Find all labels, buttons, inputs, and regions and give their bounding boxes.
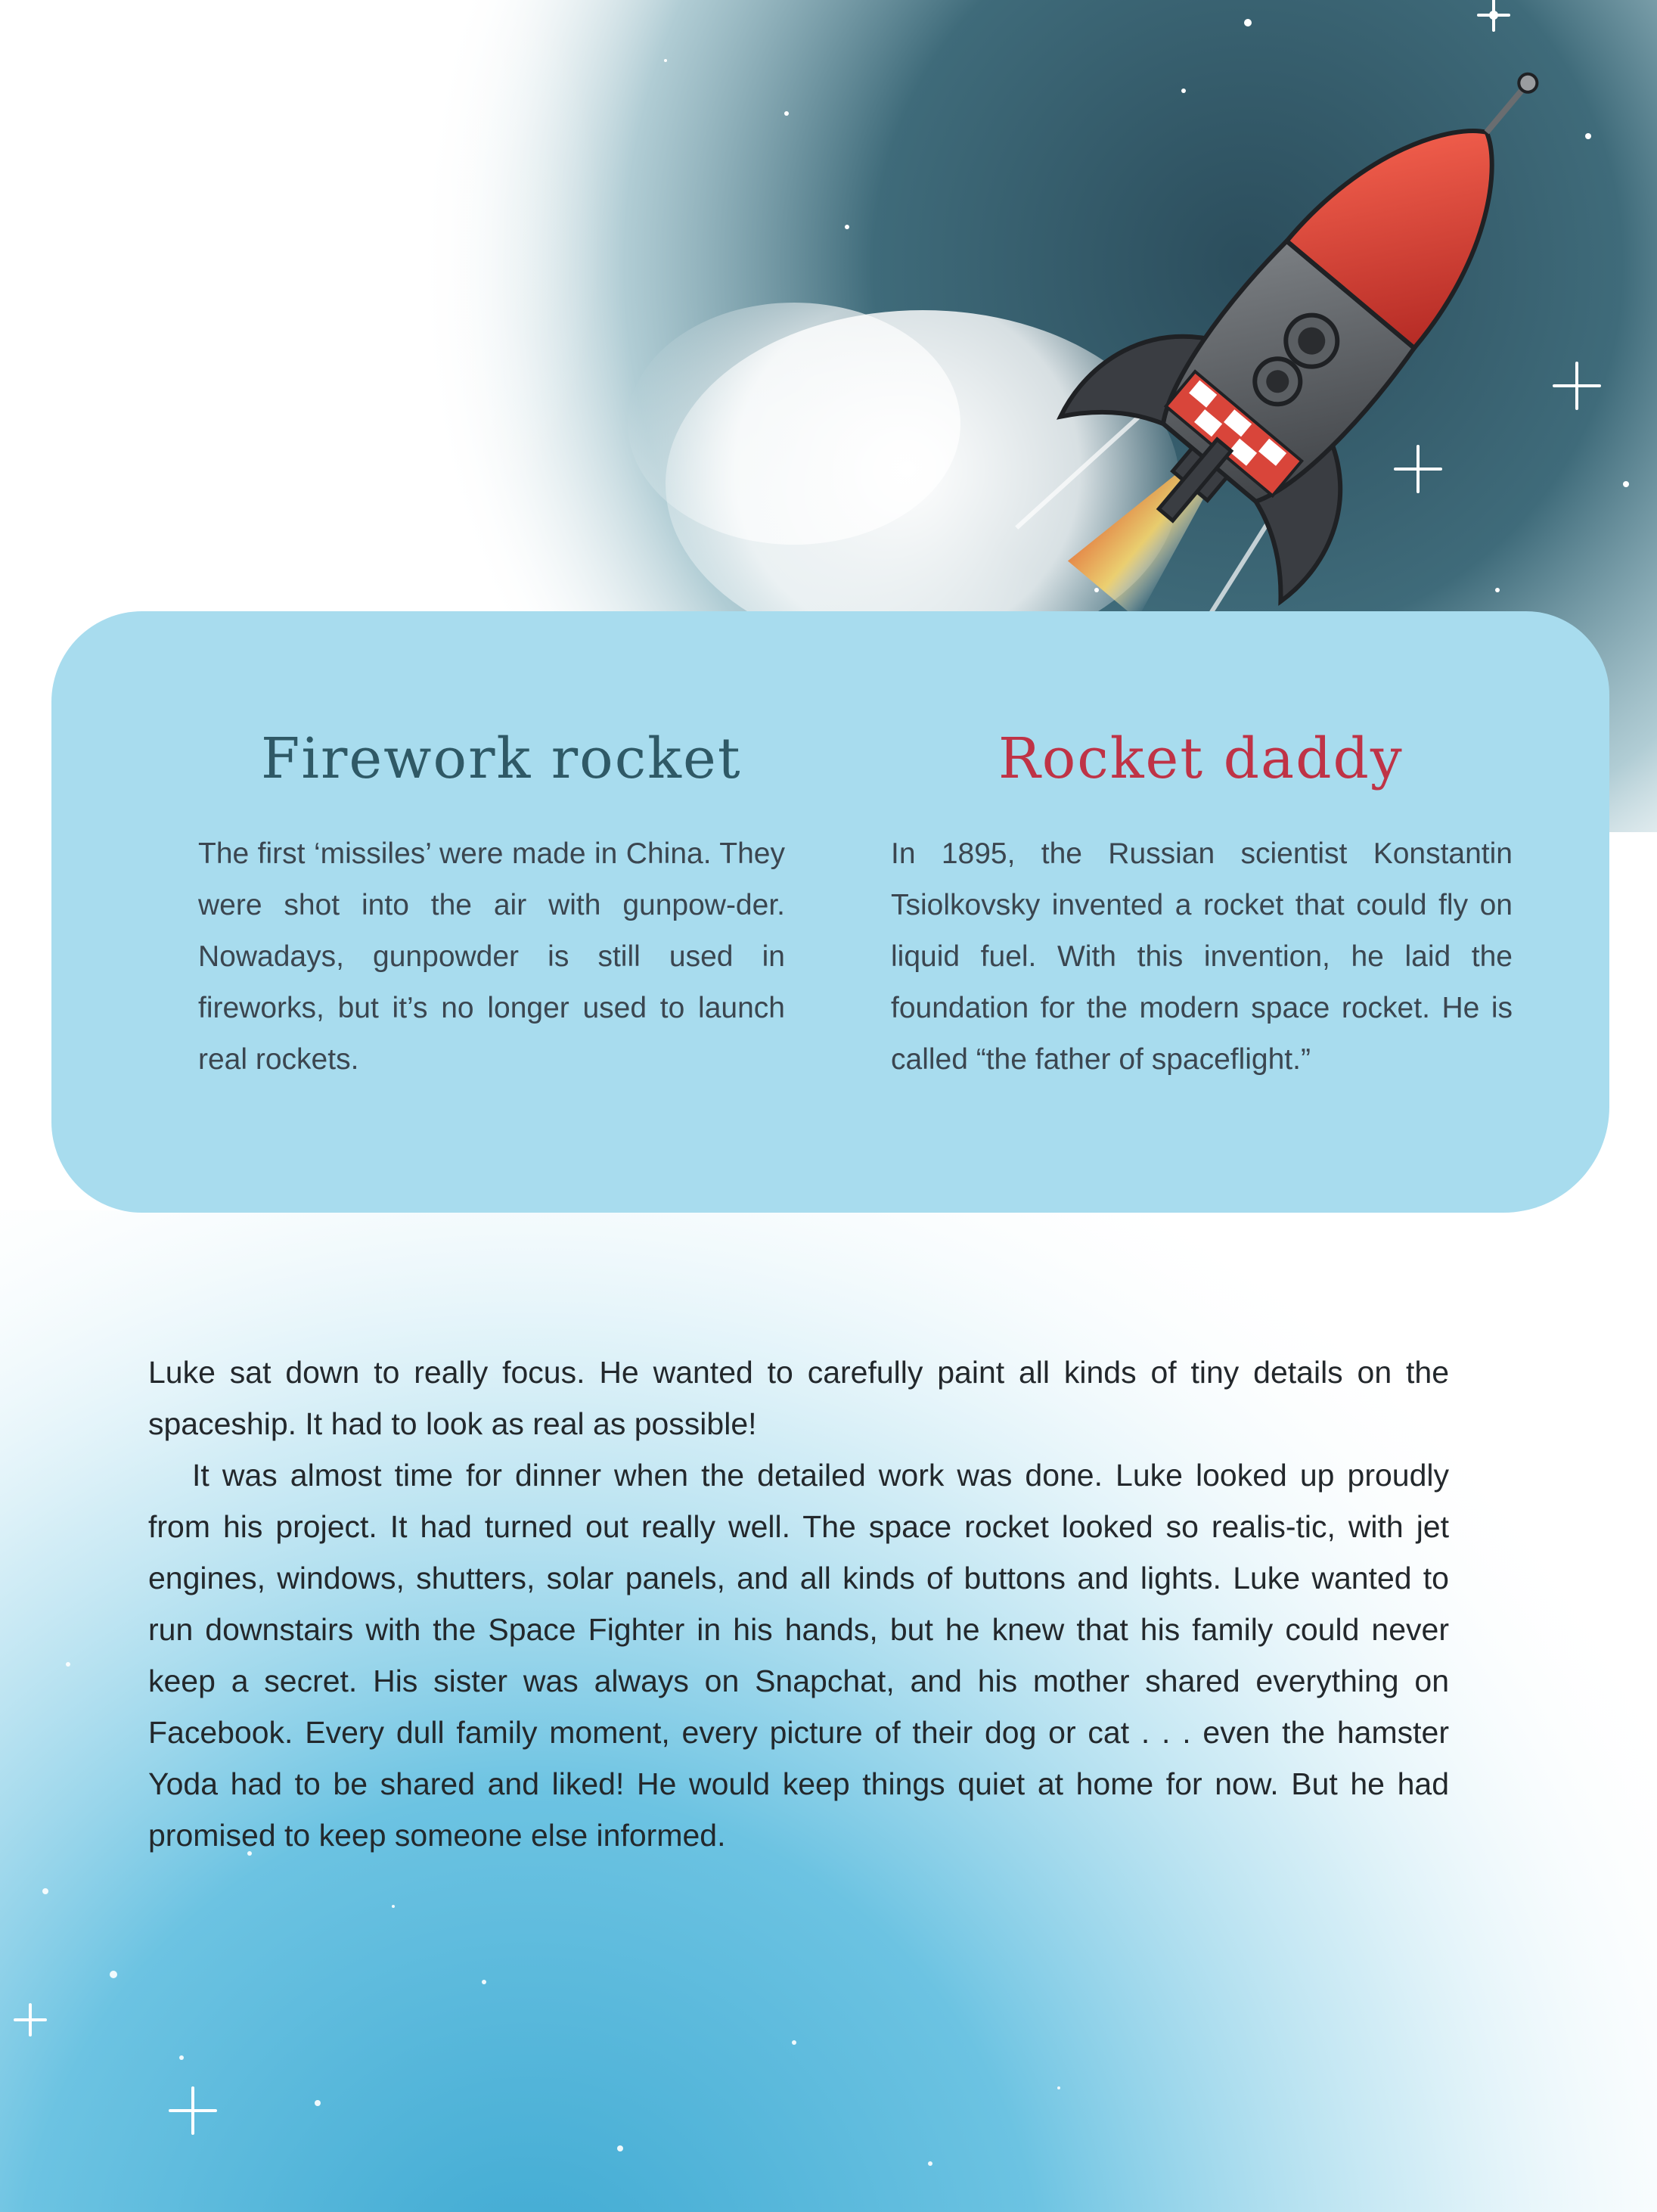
firework-rocket-text: The first ‘missiles’ were made in China. They were shot into the air with gunpow-der. Nowadays, gunpowder is still used in fireworks, but it’s no longer used to launch real rockets. [198,837,785,1076]
story-paragraph: It was almost time for dinner when the detailed work was done. Luke looked up proudly from his project. It had turned out really well. The space rocket looked so realis-tic, with jet engines, windows, shutters, solar panels, and all kinds of buttons and lights. Luke wanted to run downstairs with the Space Fighter in his hands, but he knew that his family could never keep a secret. His sister was always on Snapchat, and his mother shared everything on Facebook. Every dull family moment, every picture of their dog or cat . . . even the hamster Yoda had to be shared and liked! He would keep things quiet at home for now. But he had promised to keep someone else informed. [148,1458,1449,1853]
story-paragraph: Luke sat down to really focus. He wanted to carefully paint all kinds of tiny details on the spaceship. It had to look as real as possible! [148,1355,1449,1441]
rocket-daddy-title: Rocket daddy [998,726,1404,791]
rocket-daddy-text: In 1895, the Russian scientist Konstantin Tsiolkovsky invented a rocket that could fly on liquid fuel. With this invention, he laid the foundation for the modern space rocket. He is called “the father of spaceflight.” [891,837,1513,1076]
story-text [148,1347,1449,1861]
firework-rocket-title: Firework rocket [261,726,742,791]
